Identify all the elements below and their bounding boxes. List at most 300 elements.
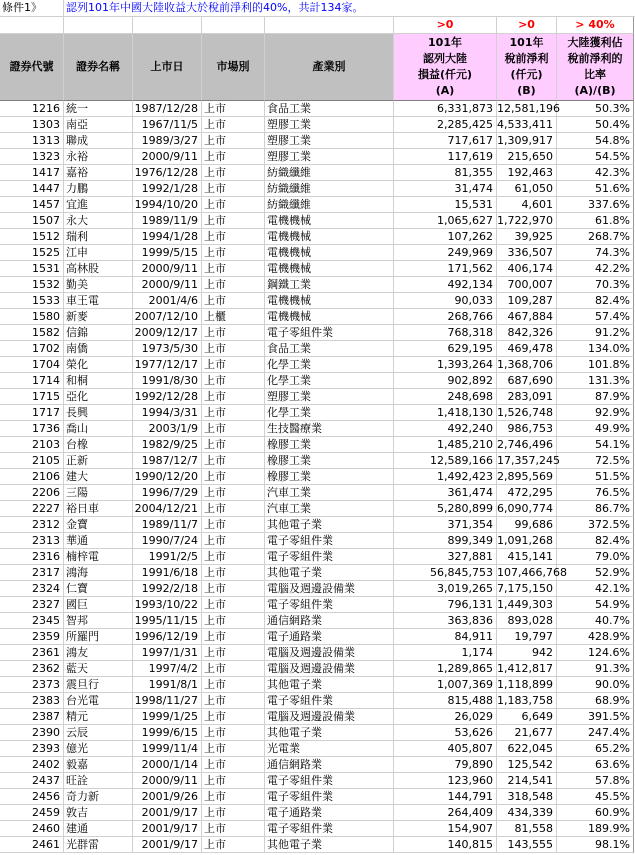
cell-code[interactable]: 2227 [0, 501, 64, 517]
cell-pretax-income[interactable]: 81,558 [497, 821, 557, 837]
cell-listed-date[interactable]: 1995/11/15 [133, 613, 202, 629]
cell-china-income[interactable]: 1,485,210 [394, 437, 497, 453]
cell-industry[interactable]: 塑膠工業 [265, 149, 394, 165]
cell-listed-date[interactable]: 1994/3/31 [133, 405, 202, 421]
cell-china-income[interactable]: 56,845,753 [394, 565, 497, 581]
cell-china-income[interactable]: 1,065,627 [394, 213, 497, 229]
cell-industry[interactable]: 電腦及週邊設備業 [265, 709, 394, 725]
cell-code[interactable]: 1582 [0, 325, 64, 341]
cell-pretax-income[interactable]: 2,895,569 [497, 469, 557, 485]
cell-code[interactable]: 2317 [0, 565, 64, 581]
header-code[interactable]: 證券代號 [0, 34, 64, 101]
cell-listed-date[interactable]: 1992/12/28 [133, 389, 202, 405]
cell-code[interactable]: 1580 [0, 309, 64, 325]
cell-ratio[interactable]: 134.0% [557, 341, 634, 357]
cell-china-income[interactable]: 1,289,865 [394, 661, 497, 677]
cell-code[interactable]: 2393 [0, 741, 64, 757]
cell-china-income[interactable]: 1,007,369 [394, 677, 497, 693]
cell-industry[interactable]: 紡織纖維 [265, 197, 394, 213]
cell-market[interactable]: 上市 [202, 405, 265, 421]
cell-code[interactable]: 2390 [0, 725, 64, 741]
cell-code[interactable]: 1313 [0, 133, 64, 149]
cell-code[interactable]: 2402 [0, 757, 64, 773]
cell-china-income[interactable]: 264,409 [394, 805, 497, 821]
criteria-ratio[interactable]: > 40% [557, 17, 634, 34]
cell-listed-date[interactable]: 1999/11/4 [133, 741, 202, 757]
cell-listed-date[interactable]: 1999/6/15 [133, 725, 202, 741]
cell-market[interactable]: 上市 [202, 789, 265, 805]
cell-industry[interactable]: 紡織纖維 [265, 181, 394, 197]
cell-listed-date[interactable]: 1991/2/5 [133, 549, 202, 565]
cell-name[interactable]: 力鵬 [64, 181, 133, 197]
cell-code[interactable]: 2313 [0, 533, 64, 549]
cell-name[interactable]: 正新 [64, 453, 133, 469]
cell-ratio[interactable]: 337.6% [557, 197, 634, 213]
cell-pretax-income[interactable]: 215,650 [497, 149, 557, 165]
cell-code[interactable]: 1715 [0, 389, 64, 405]
cell-market[interactable]: 上市 [202, 773, 265, 789]
cell-code[interactable]: 2105 [0, 453, 64, 469]
cell-code[interactable]: 2437 [0, 773, 64, 789]
cell-listed-date[interactable]: 2000/1/14 [133, 757, 202, 773]
cell-industry[interactable]: 電子零組件業 [265, 789, 394, 805]
cell-market[interactable]: 上市 [202, 149, 265, 165]
cell-listed-date[interactable]: 1992/1/28 [133, 181, 202, 197]
cell-listed-date[interactable]: 2000/9/11 [133, 277, 202, 293]
cell-ratio[interactable]: 98.1% [557, 837, 634, 853]
cell-china-income[interactable]: 12,589,166 [394, 453, 497, 469]
cell-market[interactable]: 上市 [202, 709, 265, 725]
cell-name[interactable]: 金寶 [64, 517, 133, 533]
cell-name[interactable]: 藍天 [64, 661, 133, 677]
cell-pretax-income[interactable]: 842,326 [497, 325, 557, 341]
cell-market[interactable]: 上市 [202, 517, 265, 533]
cell-ratio[interactable]: 65.2% [557, 741, 634, 757]
cell-industry[interactable]: 汽車工業 [265, 485, 394, 501]
cell-pretax-income[interactable]: 700,007 [497, 277, 557, 293]
cell-china-income[interactable]: 248,698 [394, 389, 497, 405]
cell-pretax-income[interactable]: 406,174 [497, 261, 557, 277]
cell-listed-date[interactable]: 1999/1/25 [133, 709, 202, 725]
cell-industry[interactable]: 電機機械 [265, 309, 394, 325]
cell-market[interactable]: 上市 [202, 757, 265, 773]
cell-ratio[interactable]: 42.1% [557, 581, 634, 597]
cell-name[interactable]: 仁寶 [64, 581, 133, 597]
cell-ratio[interactable]: 54.5% [557, 149, 634, 165]
cell-industry[interactable]: 化學工業 [265, 373, 394, 389]
cell-market[interactable]: 上市 [202, 581, 265, 597]
cell-name[interactable]: 聯成 [64, 133, 133, 149]
cell-market[interactable]: 上市 [202, 245, 265, 261]
cell-code[interactable]: 1525 [0, 245, 64, 261]
cell-industry[interactable]: 其他電子業 [265, 725, 394, 741]
cell-name[interactable]: 華通 [64, 533, 133, 549]
cell-pretax-income[interactable]: 687,690 [497, 373, 557, 389]
cell-ratio[interactable]: 74.3% [557, 245, 634, 261]
cell-listed-date[interactable]: 2001/9/17 [133, 837, 202, 853]
header-ratio[interactable]: 大陸獲利佔 稅前淨利的 比率 (A)/(B) [557, 34, 634, 101]
cell-name[interactable]: 所羅門 [64, 629, 133, 645]
cell-market[interactable]: 上市 [202, 293, 265, 309]
cell-ratio[interactable]: 79.0% [557, 549, 634, 565]
cell-ratio[interactable]: 70.3% [557, 277, 634, 293]
cell-listed-date[interactable]: 2000/9/11 [133, 773, 202, 789]
cell-ratio[interactable]: 391.5% [557, 709, 634, 725]
cell-listed-date[interactable]: 1976/12/28 [133, 165, 202, 181]
cell-name[interactable]: 宜進 [64, 197, 133, 213]
cell-pretax-income[interactable]: 1,722,970 [497, 213, 557, 229]
cell-pretax-income[interactable]: 107,466,768 [497, 566, 567, 579]
cell-code[interactable]: 1507 [0, 213, 64, 229]
cell-china-income[interactable]: 1,174 [394, 645, 497, 661]
cell-name[interactable]: 奇力新 [64, 789, 133, 805]
cell-ratio[interactable]: 76.5% [557, 485, 634, 501]
cell-china-income[interactable]: 6,331,873 [394, 101, 497, 117]
cell-name[interactable]: 鴻友 [64, 645, 133, 661]
cell-market[interactable]: 上市 [202, 821, 265, 837]
cell-ratio[interactable]: 49.9% [557, 421, 634, 437]
cell-listed-date[interactable]: 1987/12/7 [133, 453, 202, 469]
cell-code[interactable]: 1736 [0, 421, 64, 437]
cell-market[interactable]: 上市 [202, 501, 265, 517]
cell-listed-date[interactable]: 2000/9/11 [133, 261, 202, 277]
cell-name[interactable]: 南僑 [64, 341, 133, 357]
cell-market[interactable]: 上市 [202, 693, 265, 709]
cell-china-income[interactable]: 140,815 [394, 837, 497, 853]
cell-listed-date[interactable]: 1989/11/7 [133, 517, 202, 533]
cell-industry[interactable]: 通信網路業 [265, 613, 394, 629]
cell-industry[interactable]: 橡膠工業 [265, 469, 394, 485]
cell-name[interactable]: 三陽 [64, 485, 133, 501]
cell-pretax-income[interactable]: 19,797 [497, 629, 557, 645]
cell-market[interactable]: 上市 [202, 341, 265, 357]
cell-china-income[interactable]: 815,488 [394, 693, 497, 709]
cell-name[interactable]: 喬山 [64, 421, 133, 437]
cell-pretax-income[interactable]: 336,507 [497, 245, 557, 261]
cell-pretax-income[interactable]: 1,412,817 [497, 661, 557, 677]
cell-name[interactable]: 毅嘉 [64, 757, 133, 773]
cell-industry[interactable]: 塑膠工業 [265, 117, 394, 133]
cell-china-income[interactable]: 2,285,425 [394, 117, 497, 133]
cell-ratio[interactable]: 268.7% [557, 229, 634, 245]
cell-name[interactable]: 楠梓電 [64, 549, 133, 565]
cell-code[interactable]: 2387 [0, 709, 64, 725]
cell-listed-date[interactable]: 1967/11/5 [133, 117, 202, 133]
cell-pretax-income[interactable]: 192,463 [497, 165, 557, 181]
cell-pretax-income[interactable]: 283,091 [497, 389, 557, 405]
cell-market[interactable]: 上市 [202, 277, 265, 293]
cell-listed-date[interactable]: 1977/12/17 [133, 357, 202, 373]
cell-market[interactable]: 上市 [202, 837, 265, 853]
cell-listed-date[interactable]: 2001/9/26 [133, 789, 202, 805]
cell-china-income[interactable]: 268,766 [394, 309, 497, 325]
cell-pretax-income[interactable]: 109,287 [497, 293, 557, 309]
cell-market[interactable]: 上市 [202, 165, 265, 181]
cell-ratio[interactable]: 50.4% [557, 117, 634, 133]
cell-china-income[interactable]: 327,881 [394, 549, 497, 565]
cell-listed-date[interactable]: 1993/10/22 [133, 597, 202, 613]
cell-industry[interactable]: 其他電子業 [265, 837, 394, 853]
cell-ratio[interactable]: 87.9% [557, 389, 634, 405]
cell-listed-date[interactable]: 2001/4/6 [133, 293, 202, 309]
cell-listed-date[interactable]: 1991/8/30 [133, 373, 202, 389]
cell-industry[interactable]: 電子零組件業 [265, 325, 394, 341]
cell-ratio[interactable]: 124.6% [557, 645, 634, 661]
cell-china-income[interactable]: 629,195 [394, 341, 497, 357]
cell-ratio[interactable]: 72.5% [557, 453, 634, 469]
cell-industry[interactable]: 電子零組件業 [265, 821, 394, 837]
cell-pretax-income[interactable]: 6,649 [497, 709, 557, 725]
empty-cell[interactable] [202, 17, 265, 34]
cell-code[interactable]: 2324 [0, 581, 64, 597]
cell-code[interactable]: 1531 [0, 261, 64, 277]
cell-china-income[interactable]: 1,418,130 [394, 405, 497, 421]
cell-ratio[interactable]: 247.4% [557, 725, 634, 741]
cell-ratio[interactable]: 372.5% [557, 517, 634, 533]
cell-name[interactable]: 統一 [64, 101, 133, 117]
cell-listed-date[interactable]: 1991/8/1 [133, 677, 202, 693]
criteria-china-income[interactable]: >0 [394, 17, 497, 34]
cell-listed-date[interactable]: 1990/12/20 [133, 469, 202, 485]
cell-market[interactable]: 上市 [202, 357, 265, 373]
cell-market[interactable]: 上市 [202, 373, 265, 389]
header-market[interactable]: 市場別 [202, 34, 265, 101]
cell-china-income[interactable]: 144,791 [394, 789, 497, 805]
cell-china-income[interactable]: 492,240 [394, 421, 497, 437]
cell-market[interactable]: 上市 [202, 181, 265, 197]
cell-code[interactable]: 1533 [0, 293, 64, 309]
cell-listed-date[interactable]: 1991/6/18 [133, 565, 202, 581]
cell-code[interactable]: 2345 [0, 613, 64, 629]
cell-name[interactable]: 永大 [64, 213, 133, 229]
cell-listed-date[interactable]: 2004/12/21 [133, 501, 202, 517]
cell-ratio[interactable]: 40.7% [557, 613, 634, 629]
cell-code[interactable]: 1216 [0, 101, 64, 117]
cell-ratio[interactable]: 68.9% [557, 693, 634, 709]
cell-china-income[interactable]: 117,619 [394, 149, 497, 165]
cell-name[interactable]: 台光電 [64, 693, 133, 709]
cell-listed-date[interactable]: 1997/4/2 [133, 661, 202, 677]
cell-listed-date[interactable]: 1997/1/31 [133, 645, 202, 661]
cell-listed-date[interactable]: 2009/12/17 [133, 325, 202, 341]
cell-pretax-income[interactable]: 99,686 [497, 517, 557, 533]
cell-ratio[interactable]: 42.2% [557, 261, 634, 277]
cell-ratio[interactable]: 52.9% [557, 565, 634, 581]
cell-china-income[interactable]: 81,355 [394, 165, 497, 181]
cell-code[interactable]: 2362 [0, 661, 64, 677]
cell-ratio[interactable]: 82.4% [557, 533, 634, 549]
cell-name[interactable]: 江申 [64, 245, 133, 261]
cell-china-income[interactable]: 405,807 [394, 741, 497, 757]
cell-market[interactable]: 上市 [202, 325, 265, 341]
cell-market[interactable]: 上市 [202, 101, 265, 117]
cell-listed-date[interactable]: 1994/10/20 [133, 197, 202, 213]
cell-industry[interactable]: 化學工業 [265, 357, 394, 373]
cell-name[interactable]: 建大 [64, 469, 133, 485]
cell-name[interactable]: 長興 [64, 405, 133, 421]
cell-listed-date[interactable]: 1996/7/29 [133, 485, 202, 501]
cell-code[interactable]: 1323 [0, 149, 64, 165]
cell-name[interactable]: 裕日車 [64, 501, 133, 517]
cell-code[interactable]: 1457 [0, 197, 64, 213]
cell-pretax-income[interactable]: 622,045 [497, 741, 557, 757]
cell-industry[interactable]: 電子零組件業 [265, 693, 394, 709]
cell-name[interactable]: 國巨 [64, 597, 133, 613]
cell-ratio[interactable]: 61.8% [557, 213, 634, 229]
empty-cell[interactable] [133, 17, 202, 34]
cell-name[interactable]: 億光 [64, 741, 133, 757]
cell-market[interactable]: 上市 [202, 389, 265, 405]
cell-china-income[interactable]: 31,474 [394, 181, 497, 197]
cell-code[interactable]: 1532 [0, 277, 64, 293]
cell-name[interactable]: 南亞 [64, 117, 133, 133]
cell-pretax-income[interactable]: 893,028 [497, 613, 557, 629]
cell-china-income[interactable]: 154,907 [394, 821, 497, 837]
cell-code[interactable]: 2316 [0, 549, 64, 565]
cell-china-income[interactable]: 902,892 [394, 373, 497, 389]
cell-pretax-income[interactable]: 472,295 [497, 485, 557, 501]
cell-listed-date[interactable]: 2001/9/17 [133, 805, 202, 821]
cell-code[interactable]: 2456 [0, 789, 64, 805]
cell-ratio[interactable]: 54.8% [557, 133, 634, 149]
cell-pretax-income[interactable]: 4,533,411 [497, 117, 557, 133]
cell-pretax-income[interactable]: 415,141 [497, 549, 557, 565]
cell-code[interactable]: 1704 [0, 357, 64, 373]
cell-code[interactable]: 1702 [0, 341, 64, 357]
cell-china-income[interactable]: 79,890 [394, 757, 497, 773]
cell-code[interactable]: 2312 [0, 517, 64, 533]
cell-industry[interactable]: 橡膠工業 [265, 437, 394, 453]
cell-industry[interactable]: 電機機械 [265, 245, 394, 261]
cell-pretax-income[interactable]: 1,309,917 [497, 133, 557, 149]
cell-china-income[interactable]: 123,960 [394, 773, 497, 789]
cell-pretax-income[interactable]: 6,090,774 [497, 501, 557, 517]
cell-pretax-income[interactable]: 942 [497, 645, 557, 661]
cell-china-income[interactable]: 371,354 [394, 517, 497, 533]
cell-listed-date[interactable]: 1990/7/24 [133, 533, 202, 549]
cell-ratio[interactable]: 92.9% [557, 405, 634, 421]
cell-market[interactable]: 上市 [202, 805, 265, 821]
cell-industry[interactable]: 塑膠工業 [265, 389, 394, 405]
cell-code[interactable]: 1512 [0, 229, 64, 245]
cell-industry[interactable]: 化學工業 [265, 405, 394, 421]
cell-china-income[interactable]: 84,911 [394, 629, 497, 645]
cell-name[interactable]: 勤美 [64, 277, 133, 293]
cell-china-income[interactable]: 171,562 [394, 261, 497, 277]
cell-listed-date[interactable]: 1999/5/15 [133, 245, 202, 261]
cell-market[interactable]: 上市 [202, 613, 265, 629]
cell-market[interactable]: 上市 [202, 549, 265, 565]
cell-industry[interactable]: 電子零組件業 [265, 533, 394, 549]
cell-ratio[interactable]: 189.9% [557, 821, 634, 837]
cell-code[interactable]: 1303 [0, 117, 64, 133]
cell-name[interactable]: 瑞利 [64, 229, 133, 245]
cell-ratio[interactable]: 428.9% [557, 629, 634, 645]
cell-listed-date[interactable]: 2003/1/9 [133, 421, 202, 437]
cell-ratio[interactable]: 63.6% [557, 757, 634, 773]
cell-name[interactable]: 鴻海 [64, 565, 133, 581]
cell-pretax-income[interactable]: 125,542 [497, 757, 557, 773]
cell-industry[interactable]: 食品工業 [265, 341, 394, 357]
cell-name[interactable]: 榮化 [64, 357, 133, 373]
cell-name[interactable]: 精元 [64, 709, 133, 725]
cell-market[interactable]: 上市 [202, 261, 265, 277]
cell-code[interactable]: 2459 [0, 805, 64, 821]
cell-name[interactable]: 旺詮 [64, 773, 133, 789]
cell-market[interactable]: 上市 [202, 117, 265, 133]
cell-market[interactable]: 上市 [202, 213, 265, 229]
cell-code[interactable]: 2106 [0, 469, 64, 485]
cell-industry[interactable]: 電子通路業 [265, 629, 394, 645]
cell-industry[interactable]: 橡膠工業 [265, 453, 394, 469]
cell-china-income[interactable]: 107,262 [394, 229, 497, 245]
cell-market[interactable]: 上市 [202, 453, 265, 469]
cell-market[interactable]: 上市 [202, 229, 265, 245]
cell-ratio[interactable]: 91.2% [557, 325, 634, 341]
header-pretax-income[interactable]: 101年 稅前淨利 (仟元) (B) [497, 34, 557, 101]
cell-market[interactable]: 上市 [202, 677, 265, 693]
cell-ratio[interactable]: 101.8% [557, 357, 634, 373]
cell-ratio[interactable]: 57.4% [557, 309, 634, 325]
cell-name[interactable]: 車王電 [64, 293, 133, 309]
cell-ratio[interactable]: 50.3% [557, 101, 634, 117]
cell-pretax-income[interactable]: 318,548 [497, 789, 557, 805]
cell-code[interactable]: 2327 [0, 597, 64, 613]
cell-code[interactable]: 2103 [0, 437, 64, 453]
sheet-title[interactable]: 認列101年中國大陸收益大於稅前淨利的40%，共計134家。 [64, 0, 635, 17]
cell-listed-date[interactable]: 2007/12/10 [133, 309, 202, 325]
cell-pretax-income[interactable]: 214,541 [497, 773, 557, 789]
cell-pretax-income[interactable]: 2,746,496 [497, 437, 557, 453]
cell-china-income[interactable]: 5,280,899 [394, 501, 497, 517]
cell-pretax-income[interactable]: 1,091,268 [497, 533, 557, 549]
cell-market[interactable]: 上市 [202, 533, 265, 549]
cell-ratio[interactable]: 42.3% [557, 165, 634, 181]
cell-name[interactable]: 和桐 [64, 373, 133, 389]
cell-ratio[interactable]: 45.5% [557, 789, 634, 805]
cell-listed-date[interactable]: 1982/9/25 [133, 437, 202, 453]
cell-market[interactable]: 上市 [202, 597, 265, 613]
cell-market[interactable]: 上市 [202, 741, 265, 757]
empty-cell[interactable] [265, 17, 394, 34]
condition-label[interactable]: 條件1》 [0, 0, 64, 17]
header-name[interactable]: 證券名稱 [64, 34, 133, 101]
cell-pretax-income[interactable]: 21,677 [497, 725, 557, 741]
cell-listed-date[interactable]: 1998/11/27 [133, 693, 202, 709]
cell-industry[interactable]: 電機機械 [265, 213, 394, 229]
cell-ratio[interactable]: 60.9% [557, 805, 634, 821]
cell-listed-date[interactable]: 1989/11/9 [133, 213, 202, 229]
cell-code[interactable]: 2383 [0, 693, 64, 709]
cell-ratio[interactable]: 51.5% [557, 469, 634, 485]
cell-china-income[interactable]: 768,318 [394, 325, 497, 341]
cell-market[interactable]: 上市 [202, 437, 265, 453]
criteria-pretax-income[interactable]: >0 [497, 17, 557, 34]
cell-industry[interactable]: 生技醫療業 [265, 421, 394, 437]
cell-name[interactable]: 永裕 [64, 149, 133, 165]
cell-name[interactable]: 台橡 [64, 437, 133, 453]
cell-name[interactable]: 建通 [64, 821, 133, 837]
cell-industry[interactable]: 電子零組件業 [265, 549, 394, 565]
cell-pretax-income[interactable]: 434,339 [497, 805, 557, 821]
cell-market[interactable]: 上市 [202, 469, 265, 485]
cell-code[interactable]: 2206 [0, 485, 64, 501]
header-china-income[interactable]: 101年 認列大陸 損益(仟元) (A) [394, 34, 497, 101]
cell-ratio[interactable]: 90.0% [557, 677, 634, 693]
cell-ratio[interactable]: 57.8% [557, 773, 634, 789]
cell-ratio[interactable]: 51.6% [557, 181, 634, 197]
cell-pretax-income[interactable]: 469,478 [497, 341, 557, 357]
